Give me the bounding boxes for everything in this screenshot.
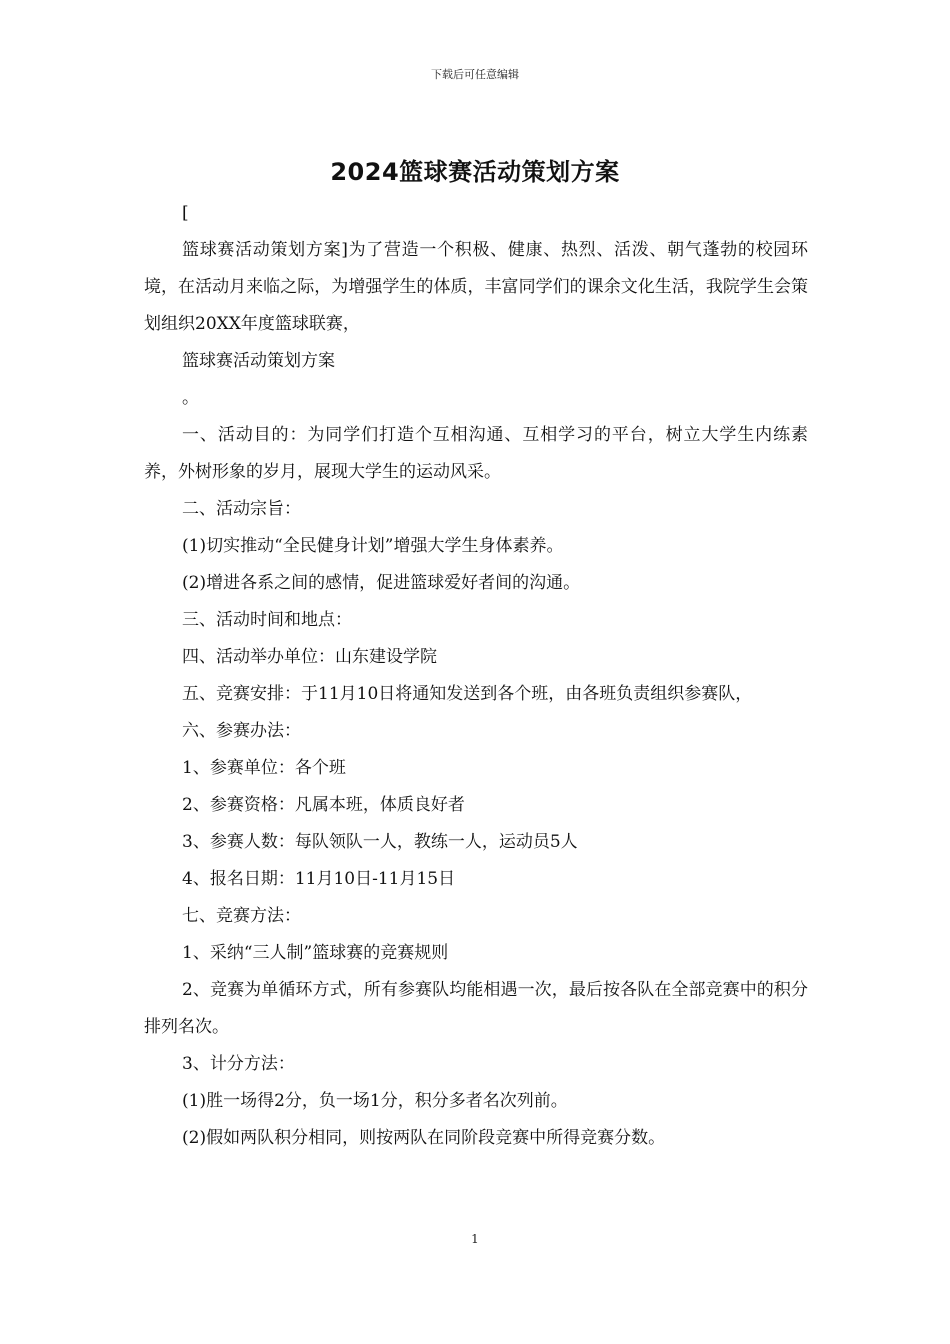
paragraph-method-heading: 六、参赛办法： (182, 721, 301, 741)
paragraph-bracket: [ (182, 203, 189, 223)
header-note: 下载后可任意编辑 (431, 68, 519, 81)
paragraph-tenet-2: (2)增进各系之间的感情，促进篮球爱好者间的沟通。 (182, 573, 581, 593)
paragraph-time-place: 三、活动时间和地点： (182, 610, 352, 630)
paragraph-intro: 篮球赛活动策划方案]为了营造一个积极、健康、热烈、活泼、朝气蓬勃的校园环境，在活动月来临之际，为增强学生的体质，丰富同学们的课余文化生活，我院学生会策划组织20XX年度篮球联赛， (144, 240, 808, 334)
paragraph-method-4: 4、报名日期：11月10日-11月15日 (182, 869, 456, 889)
paragraph-tenet-heading: 二、活动宗旨： (182, 499, 301, 519)
paragraph-method-3: 3、参赛人数：每队领队一人，教练一人，运动员5人 (182, 832, 578, 852)
paragraph-scoring-heading: 3、计分方法： (182, 1054, 295, 1074)
paragraph-organizer: 四、活动举办单位：山东建设学院 (182, 647, 437, 667)
paragraph-rules-2: 2、竞赛为单循环方式，所有参赛队均能相遇一次，最后按各队在全部竞赛中的积分排列名次。 (144, 980, 808, 1037)
paragraph-purpose: 一、活动目的：为同学们打造个互相沟通、互相学习的平台，树立大学生内练素养，外树形象的岁月，展现大学生的运动风采。 (144, 425, 808, 482)
document-title: 2024篮球赛活动策划方案 (330, 158, 620, 186)
paragraph-method-2: 2、参赛资格：凡属本班，体质良好者 (182, 795, 465, 815)
paragraph-rules-heading: 七、竞赛方法： (182, 906, 301, 926)
page-number: 1 (471, 1232, 479, 1246)
paragraph-method-1: 1、参赛单位：各个班 (182, 758, 346, 778)
paragraph-scoring-2: (2)假如两队积分相同，则按两队在同阶段竞赛中所得竞赛分数。 (182, 1128, 666, 1148)
paragraph-scoring-1: (1)胜一场得2分，负一场1分，积分多者名次列前。 (182, 1091, 568, 1111)
paragraph-schedule: 五、竞赛安排：于11月10日将通知发送到各个班，由各班负责组织参赛队， (182, 684, 753, 704)
paragraph-rules-1: 1、采纳“三人制”篮球赛的竞赛规则 (182, 943, 449, 963)
paragraph-tenet-1: (1)切实推动“全民健身计划”增强大学生身体素养。 (182, 536, 564, 556)
paragraph-period: 。 (182, 388, 199, 408)
paragraph-subtitle: 篮球赛活动策划方案 (182, 351, 335, 371)
document-body (144, 195, 808, 1157)
